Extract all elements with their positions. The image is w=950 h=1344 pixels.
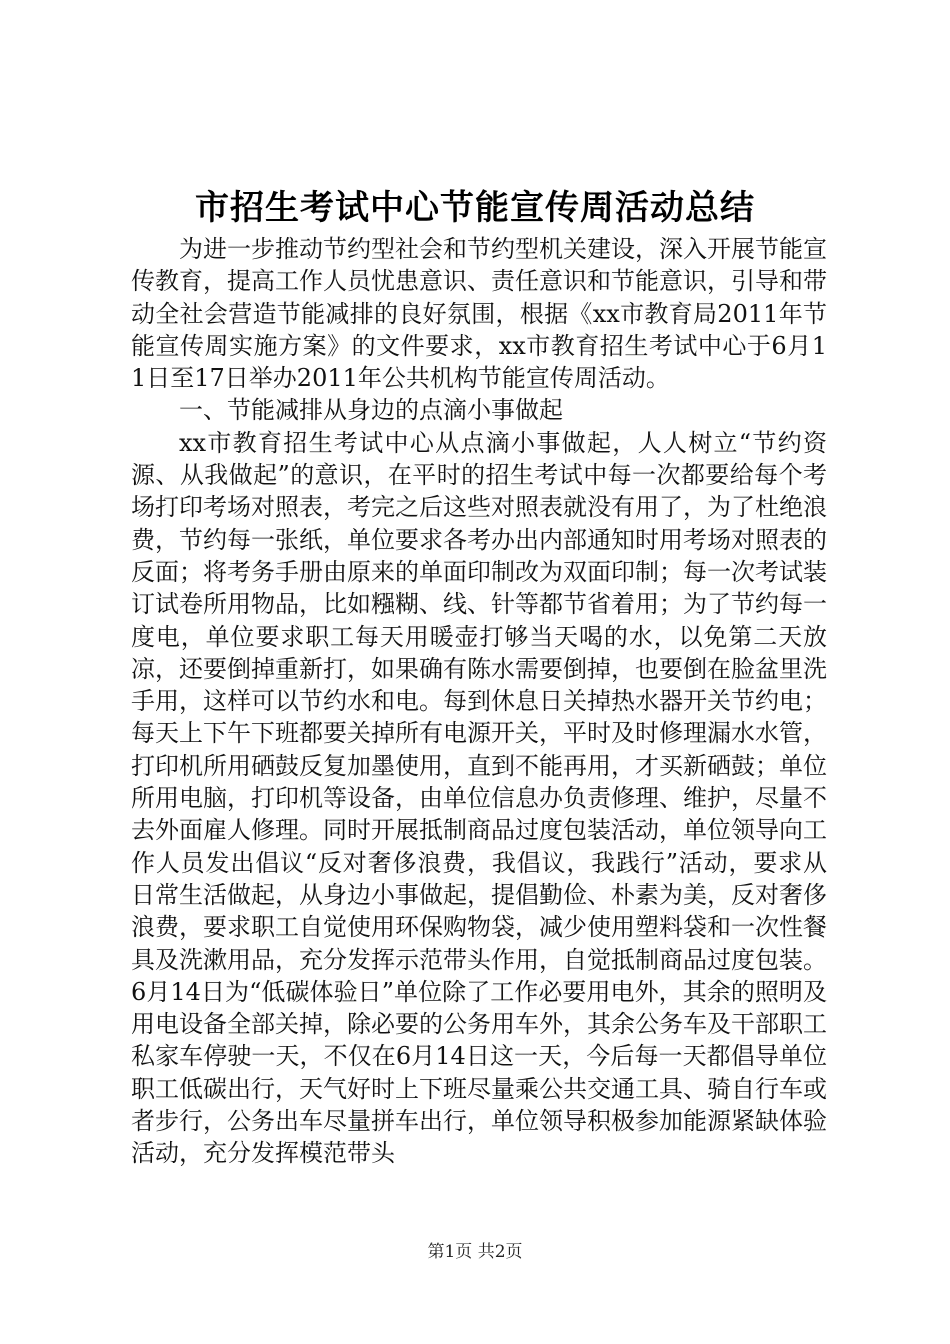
section-heading: 一、节能减排从身边的点滴小事做起 [179,396,563,425]
section-paragraph: xx市教育招生考试中心从点滴小事做起，人人树立“节约资源、从我做起”的意识，在平时的招生考试中每一次都要给每个考场打印考场对照表，考完之后这些对照表就没有用了，为了杜绝浪费，节约每一张纸，单位要求各考办出内部通知时用考场对照表的反面；将考务手册由原来的单面印制改为双面印制；每一次考试装订试卷所用物品，比如糨糊、线、针等都节省着用；为了节约每一度电，单位要求职工每天用暖壶打够当天喝的水，以免第二天放凉，还要倒掉重新打，如果确有陈水需要倒掉，也要倒在脸盆里洗手用，这样可以节约水和电。每到休息日关掉热水器开关节约电；每天上下午下班都要关掉所有电源开关，平时及时修理漏水水管，打印机所用硒鼓反复加墨使用，直到不能再用，才买新硒鼓；单位所用电脑，打印机等设备，由单位信息办负责修理、维护，尽量不去外面雇人修理。同时开展抵制商品过度包装活动，单位领导向工作人员发出倡议“反对奢侈浪费，我倡议，我践行”活动，要求从日常生活做起，从身边小事做起，提倡勤俭、朴素为美，反对奢侈浪费，要求职工自觉使用环保购物袋，减少使用塑料袋和一次性餐具及洗漱用品，充分发挥示范带头作用，自觉抵制商品过度包装。6月14日为“低碳体验日”单位除了工作必要用电外，其余的照明及用电设备全部关掉，除必要的公务用车外，其余公务车及干部职工私家车停驶一天，不仅在6月14日这一天，今后每一天都倡导单位职工低碳出行，天气好时上下班尽量乘公共交通工具、骑自行车或者步行，公务出车尽量拼车出行，单位领导积极参加能源紧缺体验活动，充分发挥模范带头 [131,428,827,1168]
document-title: 市招生考试中心节能宣传周活动总结 [195,188,755,228]
page-footer: 第1页 共2页 [427,1242,523,1262]
document-body [131,233,827,1170]
intro-paragraph: 为进一步推动节约型社会和节约型机关建设，深入开展节能宣传教育，提高工作人员忧患意识、责任意识和节能意识，引导和带动全社会营造节能减排的良好氛围，根据《xx市教育局2011年节能宣传周实施方案》的文件要求，xx市教育招生考试中心于6月11日至17日举办2011年公共机构节能宣传周活动。 [131,235,827,393]
